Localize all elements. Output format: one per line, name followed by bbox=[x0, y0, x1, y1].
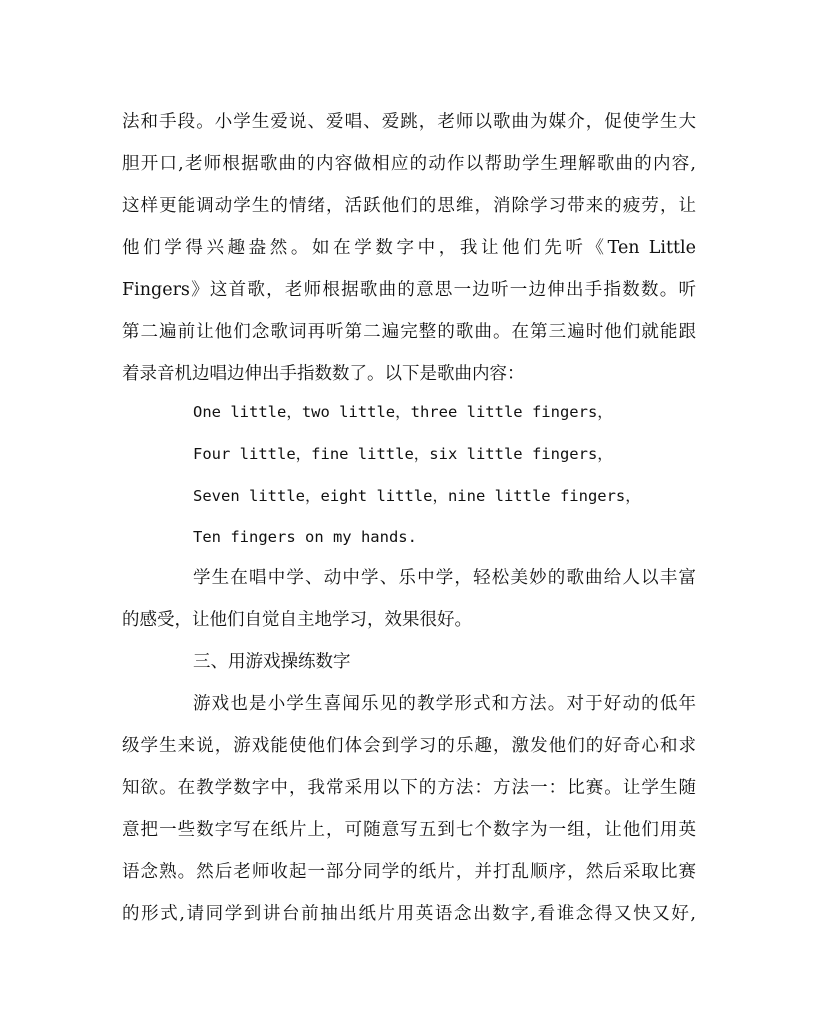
section-heading: 三、用游戏操练数字 bbox=[193, 652, 351, 672]
paragraph-3-line-3: 知欲。在教学数字中，我常采用以下的方法：方法一：比赛。让学生随 bbox=[122, 778, 696, 798]
paragraph-3-line-2: 级学生来说，游戏能使他们体会到学习的乐趣，激发他们的好奇心和求 bbox=[122, 736, 696, 756]
paragraph-2-line-2: 的感受，让他们自觉自主地学习，效果很好。 bbox=[122, 610, 472, 630]
song-line-3: Seven little，eight little，nine little fingers， bbox=[193, 487, 641, 505]
paragraph-1-line-2: 胆开口,老师根据歌曲的内容做相应的动作以帮助学生理解歌曲的内容, bbox=[122, 154, 696, 174]
paragraph-1-line-3: 这样更能调动学生的情绪，活跃他们的思维，消除学习带来的疲劳，让 bbox=[122, 196, 696, 216]
song-line-2: Four little，fine little，six little fingers， bbox=[193, 445, 613, 463]
paragraph-1-line-7: 着录音机边唱边伸出手指数数了。以下是歌曲内容： bbox=[122, 364, 525, 384]
paragraph-1-line-5: Fingers》这首歌，老师根据歌曲的意思一边听一边伸出手指数数。听 bbox=[122, 280, 696, 300]
paragraph-3-line-1: 游戏也是小学生喜闻乐见的教学形式和方法。对于好动的低年 bbox=[193, 694, 696, 714]
paragraph-3-line-5: 语念熟。然后老师收起一部分同学的纸片，并打乱顺序，然后采取比赛 bbox=[122, 862, 696, 882]
paragraph-1-line-4: 他们学得兴趣盎然。如在学数字中，我让他们先听《Ten Little bbox=[122, 238, 696, 258]
paragraph-1-line-1: 法和手段。小学生爱说、爱唱、爱跳，老师以歌曲为媒介，促使学生大 bbox=[122, 112, 696, 132]
song-line-1: One little，two little，three little fingers， bbox=[193, 403, 613, 421]
paragraph-1-line-6: 第二遍前让他们念歌词再听第二遍完整的歌曲。在第三遍时他们就能跟 bbox=[122, 322, 696, 342]
song-line-4: Ten fingers on my hands. bbox=[193, 528, 417, 546]
paragraph-2-line-1: 学生在唱中学、动中学、乐中学，轻松美妙的歌曲给人以丰富 bbox=[193, 568, 696, 588]
paragraph-3-line-6: 的形式,请同学到讲台前抽出纸片用英语念出数字,看谁念得又快又好, bbox=[122, 904, 696, 924]
paragraph-3-line-4: 意把一些数字写在纸片上，可随意写五到七个数字为一组，让他们用英 bbox=[122, 820, 696, 840]
